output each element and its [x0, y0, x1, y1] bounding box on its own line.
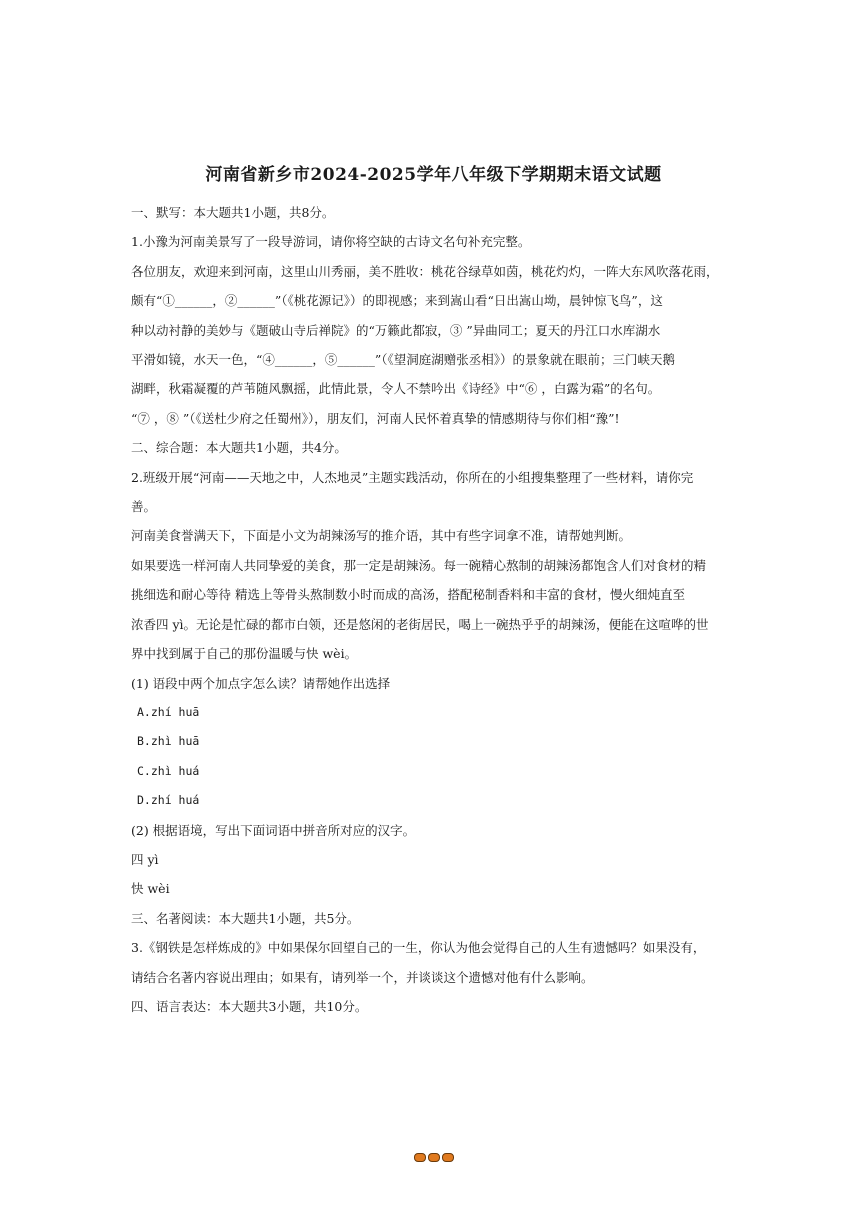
passage-line: 界中找到属于自己的那份温暖与快 wèi。	[131, 646, 358, 662]
footer-logo-icon	[414, 1152, 454, 1162]
pinyin-item-yi: 四 yì	[131, 851, 159, 867]
section-heading-1: 一、默写：本大题共1小题，共8分。	[131, 205, 335, 220]
pinyin-item-wei: 快 wèi	[131, 881, 170, 897]
passage-line: 挑细选和耐心等待 精选上等骨头熬制数小时而成的高汤，搭配秘制香料和丰富的食材，慢火细炖直至	[131, 587, 685, 603]
section-heading-2: 二、综合题：本大题共1小题，共4分。	[131, 440, 347, 456]
passage-line: 如果要选一样河南人共同挚爱的美食，那一定是胡辣汤。每一碗精心熬制的胡辣汤都饱含人们对食材的精	[131, 557, 707, 573]
sub-question-1: (1) 语段中两个加点字怎么读？请帮她作出选择	[131, 675, 391, 691]
passage-line: 各位朋友，欢迎来到河南，这里山川秀丽，美不胜收：桃花谷绿草如茵，桃花灼灼，一阵大东风吹落花雨，	[131, 263, 719, 279]
passage-line: “⑦ ，⑧ ”（《送杜少府之任蜀州》），朋友们，河南人民怀着真挚的情感期待与你们相“豫”!	[131, 410, 620, 426]
question-2-intro: 河南美食誉满天下，下面是小文为胡辣汤写的推介语，其中有些字词拿不准，请帮她判断。	[131, 528, 632, 544]
exam-content	[131, 198, 747, 1021]
option-b: B.zhì huā	[137, 734, 200, 749]
page-title: 河南省新乡市2024-2025学年八年级下学期期末语文试题	[205, 165, 662, 185]
question-2-prompt: 2.班级开展“河南——天地之中，人杰地灵”主题实践活动，你所在的小组搜集整理了一些材料，请你完	[131, 469, 694, 485]
passage-line: 湖畔，秋霜凝覆的芦苇随风飘摇，此情此景，令人不禁吟出《诗经》中“⑥ ，白露为霜”的名句。	[131, 381, 661, 397]
option-d: D.zhí huá	[137, 793, 200, 808]
option-a: A.zhí huā	[137, 704, 200, 719]
passage-line: 种以动衬静的美妙与《题破山寺后禅院》的“万籁此都寂，③ ”异曲同工；夏天的丹江口水库湖水	[131, 322, 661, 338]
sub-question-2: (2) 根据语境，写出下面词语中拼音所对应的汉字。	[131, 822, 416, 838]
question-2-prompt-cont: 善。	[131, 499, 157, 515]
section-heading-4: 四、语言表达：本大题共3小题，共10分。	[131, 998, 368, 1014]
question-3-prompt-cont: 请结合名著内容说出理由；如果有，请列举一个，并谈谈这个遗憾对他有什么影响。	[131, 969, 594, 985]
question-1-prompt: 1.小豫为河南美景写了一段导游词，请你将空缺的古诗文名句补充完整。	[131, 234, 531, 250]
section-heading-3: 三、名著阅读：本大题共1小题，共5分。	[131, 910, 360, 926]
option-c: C.zhì huá	[137, 763, 200, 778]
passage-line: 平滑如镜，水天一色，“④______，⑤______”（《望洞庭湖赠张丞相》）的景象就在眼前；三门峡天鹅	[131, 352, 676, 368]
question-3-prompt: 3.《钢铁是怎样炼成的》中如果保尔回望自己的一生，你认为他会觉得自己的人生有遗憾吗？如果没有，	[131, 940, 706, 956]
passage-line: 浓香四 yì。无论是忙碌的都市白领，还是悠闲的老街居民，喝上一碗热乎乎的胡辣汤，便能在这喧哗的世	[131, 616, 709, 632]
passage-line: 颇有“①______，②______”（《桃花源记》）的即视感；来到嵩山看“日出嵩山坳，晨钟惊飞鸟”，这	[131, 293, 663, 309]
